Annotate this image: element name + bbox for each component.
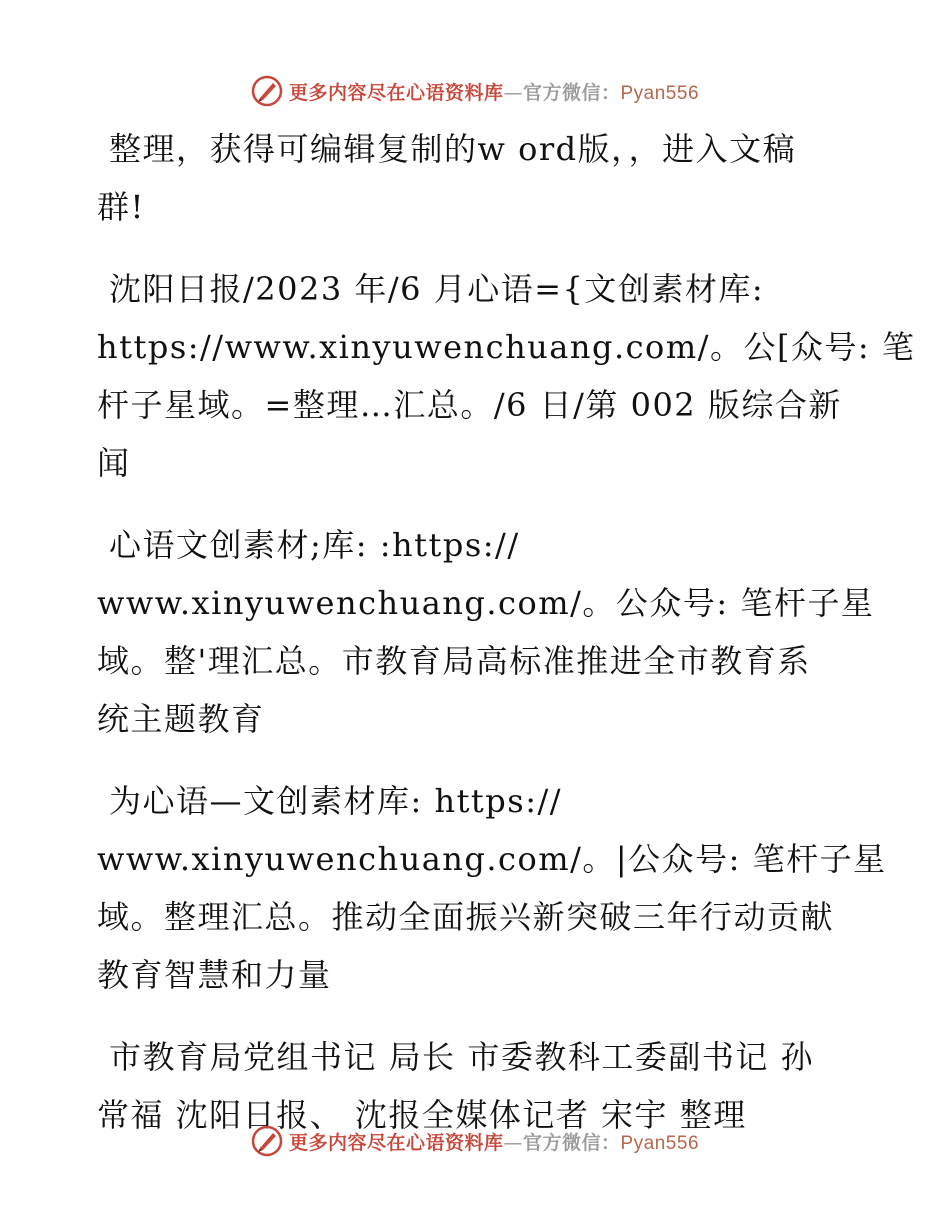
text-line: 域。整'理汇总。市教育局高标准推进全市教育系 — [97, 642, 811, 680]
footer-watermark — [0, 1121, 950, 1161]
quill-logo-icon — [251, 75, 283, 107]
watermark-dash: — — [503, 1131, 523, 1154]
text-line: https://www.xinyuwenchuang.com/。公[众号: 笔 — [97, 328, 916, 366]
text-line: 心语文创素材;库: :https:// — [109, 526, 520, 564]
watermark-official-label: 官方微信： — [522, 81, 621, 104]
text-line: 杆子星域。=整理…汇总。/6 日/第 002 版综合新 — [97, 386, 842, 424]
document-body — [97, 120, 916, 1168]
watermark-dash: — — [503, 81, 523, 104]
watermark-main-text: 更多内容尽在心语资料库 — [288, 1131, 504, 1154]
text-line: 整理，获得可编辑复制的w ord版，，进入文稿 — [109, 130, 797, 168]
text-line: 统主题教育 — [97, 700, 265, 738]
text-line: 群! — [97, 188, 145, 226]
paragraph-headline — [97, 516, 875, 748]
text-line: www.xinyuwenchuang.com/。公众号: 笔杆子星 — [97, 584, 875, 622]
watermark-official-label: 官方微信： — [522, 1131, 621, 1154]
paragraph-subheadline — [97, 772, 887, 1004]
text-line: 教育智慧和力量 — [97, 956, 332, 994]
watermark-wechat-id: Pyan556 — [620, 82, 700, 104]
header-watermark — [0, 71, 950, 111]
text-line: 常福 沈阳日报、 沈报全媒体记者 宋宇 整理 — [97, 1096, 747, 1134]
watermark-wechat-id: Pyan556 — [620, 1132, 700, 1154]
text-line: 域。整理汇总。推动全面振兴新突破三年行动贡献 — [97, 898, 835, 936]
watermark-main-text: 更多内容尽在心语资料库 — [288, 81, 504, 104]
text-line: www.xinyuwenchuang.com/。|公众号: 笔杆子星 — [97, 840, 887, 878]
text-line: 沈阳日报/2023 年/6 月心语={文创素材库: — [109, 270, 765, 308]
text-line: 闻 — [97, 444, 131, 482]
text-line: 为心语—文创素材库: https:// — [109, 782, 563, 820]
paragraph-source — [97, 260, 916, 492]
paragraph-intro — [97, 120, 857, 236]
text-line: 市教育局党组书记 局长 市委教科工委副书记 孙 — [109, 1038, 815, 1076]
quill-logo-icon — [251, 1125, 283, 1157]
